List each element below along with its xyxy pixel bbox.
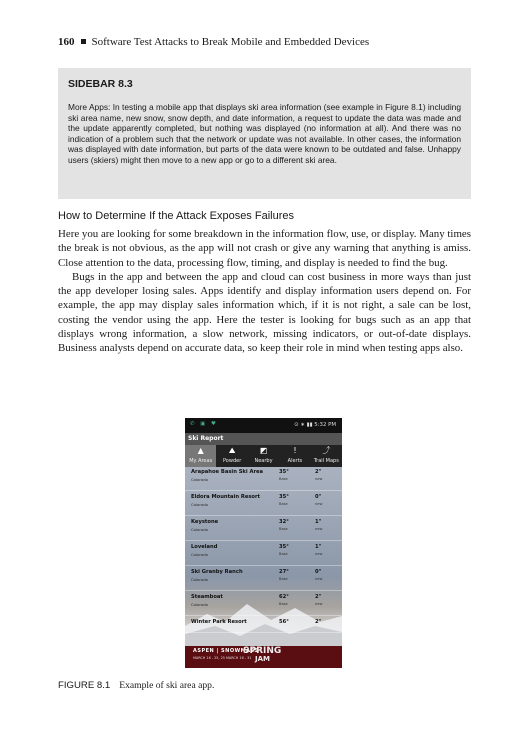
alert-icon: ! [293,446,297,455]
list-item[interactable]: Arapahoe Basin Ski Area Colorado 35° Base 2" new [185,467,342,491]
sidebar-text: More Apps: In testing a mobile app that displays ski area information (see example in Figure 8.1) including ski area name, new snow, snow depth, and date information, a request to update the data was made and the update apparently completed, but nothing was displayed (no information at all). And there was no indication of a problem such that the network or update was not available. In other cases, the information was displayed with date information, but parts of the data were known to be outdated and false. Unhappy users (skiers) might then move to a new app or go to a different ski area. [68,102,461,165]
section-heading: How to Determine If the Attack Exposes Failures [58,210,294,222]
body-text [58,227,471,356]
list-item[interactable]: Eldora Mountain Resort Colorado 35° Base 0" new [185,492,342,516]
tab-bar [185,445,342,467]
tab-nearby[interactable]: ◩ Nearby [248,445,279,467]
sidebar-box [58,68,471,199]
paragraph: Here you are looking for some breakdown in the information flow, use, or display. Many times the break is not obvious, as the app will not crash or give any warning that anything is amiss. Close attention to the data, processing flow, timing, and display is needed to find the bug. [58,228,471,269]
banner-brand: ASPEN | SNOWMASS [193,648,259,654]
trail-map-icon: ⤴ [322,446,331,455]
paragraph: Bugs in the app and between the app and cloud can cost business in more ways than just the app developer losing sales. Apps identify and display information users depend on. For example, the app may display sales information which, if it is not right, a sale can be lost, costing the vendor using the app. Here the tester is looking for bugs such as an app that displays wrong information, a slow network, missing indicators, or out-of-date displays. Business analysts depend on accurate data, so keep their role in mind when testing apps also. [58,270,471,355]
page-number: 160 [58,36,75,48]
figure-screenshot [185,418,342,668]
tab-powder[interactable]: ⛰ Powder [216,445,247,467]
banner-headline: SPRING [243,646,282,656]
list-item[interactable]: Keystone Colorado 32° Base 1" new [185,517,342,541]
banner-dates: MARCH 16 - 25, 25 MARCH 16 - 31 [193,656,252,660]
book-title: Software Test Attacks to Break Mobile and Embedded Devices [91,36,370,48]
snowflake-icon: ⛰ [228,446,236,455]
list-item[interactable]: Winter Park Resort 56° 2" [185,617,342,633]
mountain-icon: ▲ [197,446,204,455]
tab-trail-maps[interactable]: ⤴ Trail Maps [311,445,342,467]
separator-square-icon [81,39,86,44]
tab-alerts[interactable]: ! Alerts [279,445,310,467]
list-item[interactable]: Steamboat Colorado 62° Base 2" new [185,592,342,616]
notification-icons: ✆ ▣ ♥ [190,421,218,427]
sidebar-title: SIDEBAR 8.3 [68,78,133,90]
tab-my-areas[interactable]: ▲ My Areas [185,445,216,467]
app-title: Ski Report [185,433,342,445]
status-bar [185,418,342,433]
figure-caption [58,680,214,691]
ad-banner[interactable] [185,646,342,668]
banner-headline-2: JAM [255,655,270,663]
ski-area-list [185,467,342,668]
compass-icon: ◩ [259,446,268,455]
running-head [58,36,369,48]
status-time: ⊙ ∗ ▮▮ 5:32 PM [294,422,336,428]
figure-label: FIGURE 8.1 [58,680,111,691]
list-item[interactable]: Loveland Colorado 35° Base 1" new [185,542,342,566]
list-item[interactable]: Ski Granby Ranch Colorado 27° Base 0" new [185,567,342,591]
caption-text: Example of ski area app. [119,680,215,691]
